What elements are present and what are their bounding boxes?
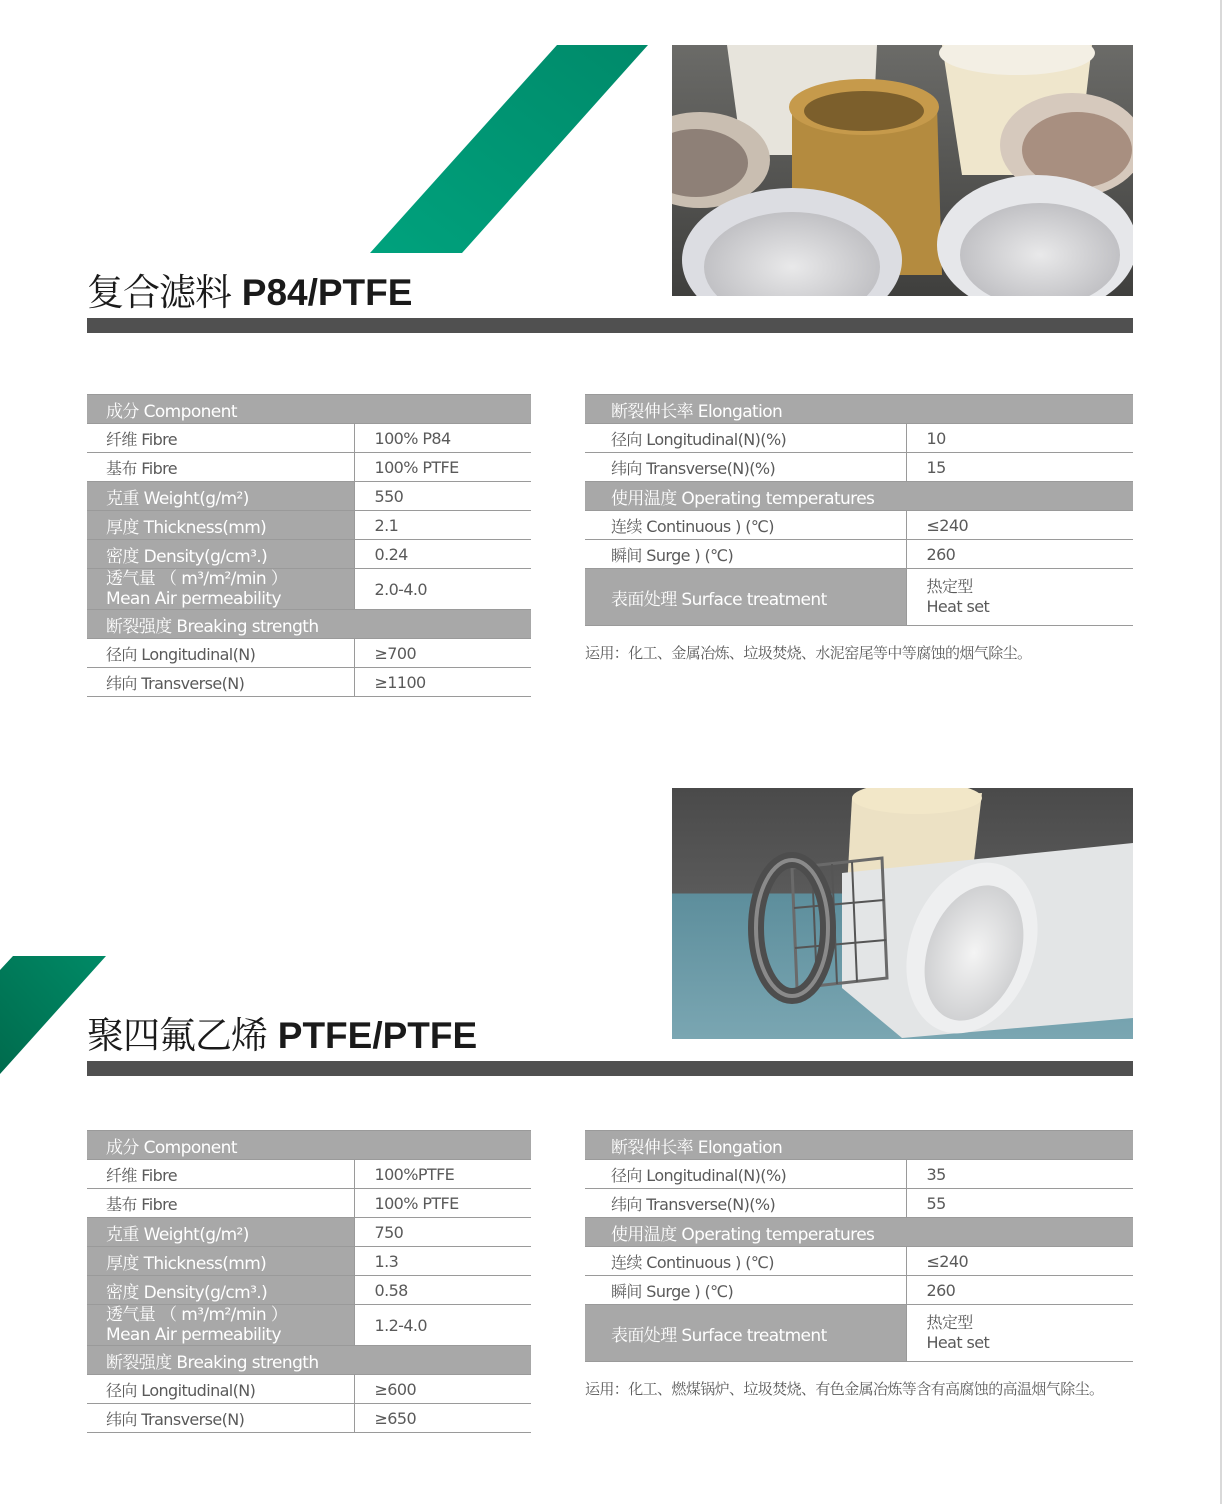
surge-temp-label: 瞬间 Surge ) (℃) [585, 1276, 906, 1305]
density-value: 0.24 [354, 540, 531, 569]
base-fibre-value: 100% PTFE [354, 1189, 531, 1218]
continuous-temp-value: ≤240 [906, 1247, 1133, 1276]
surge-temp-label: 瞬间 Surge ) (℃) [585, 540, 906, 569]
fibre-value: 100%PTFE [354, 1160, 531, 1189]
breaking-transverse-label: 纬向 Transverse(N) [87, 668, 354, 697]
continuous-temp-label: 连续 Continuous ) (℃) [585, 1247, 906, 1276]
fibre-value: 100% P84 [354, 424, 531, 453]
continuous-temp-value: ≤240 [906, 511, 1133, 540]
green-diagonal-stripe [370, 45, 650, 255]
component-header: 成分 Component [87, 1131, 531, 1160]
breaking-transverse-value: ≥1100 [354, 668, 531, 697]
elongation-transverse-label: 纬向 Transverse(N)(%) [585, 1189, 906, 1218]
base-fibre-label: 基布 Fibre [87, 1189, 354, 1218]
air-permeability-value: 2.0-4.0 [354, 569, 531, 610]
breaking-longitudinal-value: ≥600 [354, 1375, 531, 1404]
product-title-code-2: PTFE/PTFE [277, 1015, 478, 1056]
breaking-strength-header: 断裂强度 Breaking strength [87, 1346, 531, 1375]
base-fibre-label: 基布 Fibre [87, 453, 354, 482]
air-permeability-label [87, 569, 354, 610]
surface-treatment-value-cn: 热定型 [926, 1313, 973, 1332]
surge-temp-value: 260 [906, 1276, 1133, 1305]
product-title-cn-2: 聚四氟乙烯 [87, 1014, 267, 1057]
weight-label: 克重 Weight(g/m²) [87, 1218, 354, 1247]
section-divider-bar-2 [87, 1061, 1133, 1076]
thickness-value: 1.3 [354, 1247, 531, 1276]
product-title-2 [87, 1005, 477, 1059]
elongation-header: 断裂伸长率 Elongation [585, 395, 1133, 424]
weight-value: 750 [354, 1218, 531, 1247]
air-permeability-value: 1.2-4.0 [354, 1305, 531, 1346]
fibre-label: 纤维 Fibre [87, 1160, 354, 1189]
density-label: 密度 Density(g/cm³.) [87, 1276, 354, 1305]
breaking-longitudinal-label: 径向 Longitudinal(N) [87, 1375, 354, 1404]
surface-treatment-value-en: Heat set [926, 1333, 990, 1352]
base-fibre-value: 100% PTFE [354, 453, 531, 482]
elongation-header: 断裂伸长率 Elongation [585, 1131, 1133, 1160]
component-header: 成分 Component [87, 395, 531, 424]
surface-treatment-value-cn: 热定型 [926, 577, 973, 596]
continuous-temp-label: 连续 Continuous ) (℃) [585, 511, 906, 540]
right-spec-table-2 [585, 1130, 1133, 1362]
elongation-transverse-value: 15 [906, 453, 1133, 482]
elongation-longitudinal-label: 径向 Longitudinal(N)(%) [585, 1160, 906, 1189]
surface-treatment-label: 表面处理 Surface treatment [585, 569, 906, 626]
product-title-code: P84/PTFE [241, 272, 413, 313]
density-label: 密度 Density(g/cm³.) [87, 540, 354, 569]
air-permeability-label-cn: 透气量 （ m³/m²/min ） [106, 569, 288, 589]
surge-temp-value: 260 [906, 540, 1133, 569]
left-spec-table-2 [87, 1130, 531, 1433]
surface-treatment-value [906, 1305, 1133, 1362]
density-value: 0.58 [354, 1276, 531, 1305]
air-permeability-label-en: Mean Air permeability [106, 1325, 281, 1345]
thickness-label: 厚度 Thickness(mm) [87, 511, 354, 540]
breaking-longitudinal-label: 径向 Longitudinal(N) [87, 639, 354, 668]
temperature-header: 使用温度 Operating temperatures [585, 482, 1133, 511]
application-note: 运用：化工、金属冶炼、垃圾焚烧、水泥窑尾等中等腐蚀的烟气除尘。 [585, 644, 1032, 662]
surface-treatment-value [906, 569, 1133, 626]
breaking-transverse-label: 纬向 Transverse(N) [87, 1404, 354, 1433]
thickness-label: 厚度 Thickness(mm) [87, 1247, 354, 1276]
elongation-longitudinal-value: 35 [906, 1160, 1133, 1189]
right-spec-table [585, 394, 1133, 626]
breaking-strength-header: 断裂强度 Breaking strength [87, 610, 531, 639]
weight-value: 550 [354, 482, 531, 511]
elongation-transverse-label: 纬向 Transverse(N)(%) [585, 453, 906, 482]
air-permeability-label-cn: 透气量 （ m³/m²/min ） [106, 1305, 288, 1325]
temperature-header: 使用温度 Operating temperatures [585, 1218, 1133, 1247]
air-permeability-label [87, 1305, 354, 1346]
ptfe-bag-cage-photo [672, 788, 1133, 1039]
filter-bags-photo [672, 45, 1133, 296]
weight-label: 克重 Weight(g/m²) [87, 482, 354, 511]
thickness-value: 2.1 [354, 511, 531, 540]
product-title [87, 262, 412, 316]
application-note-2: 运用：化工、燃煤锅炉、垃圾焚烧、有色金属冶炼等含有高腐蚀的高温烟气除尘。 [585, 1380, 1104, 1398]
section-divider-bar [87, 318, 1133, 333]
fibre-label: 纤维 Fibre [87, 424, 354, 453]
elongation-longitudinal-label: 径向 Longitudinal(N)(%) [585, 424, 906, 453]
elongation-transverse-value: 55 [906, 1189, 1133, 1218]
breaking-longitudinal-value: ≥700 [354, 639, 531, 668]
air-permeability-label-en: Mean Air permeability [106, 589, 281, 609]
breaking-transverse-value: ≥650 [354, 1404, 531, 1433]
surface-treatment-label: 表面处理 Surface treatment [585, 1305, 906, 1362]
left-spec-table [87, 394, 531, 697]
surface-treatment-value-en: Heat set [926, 597, 990, 616]
elongation-longitudinal-value: 10 [906, 424, 1133, 453]
product-title-cn: 复合滤料 [87, 271, 231, 314]
